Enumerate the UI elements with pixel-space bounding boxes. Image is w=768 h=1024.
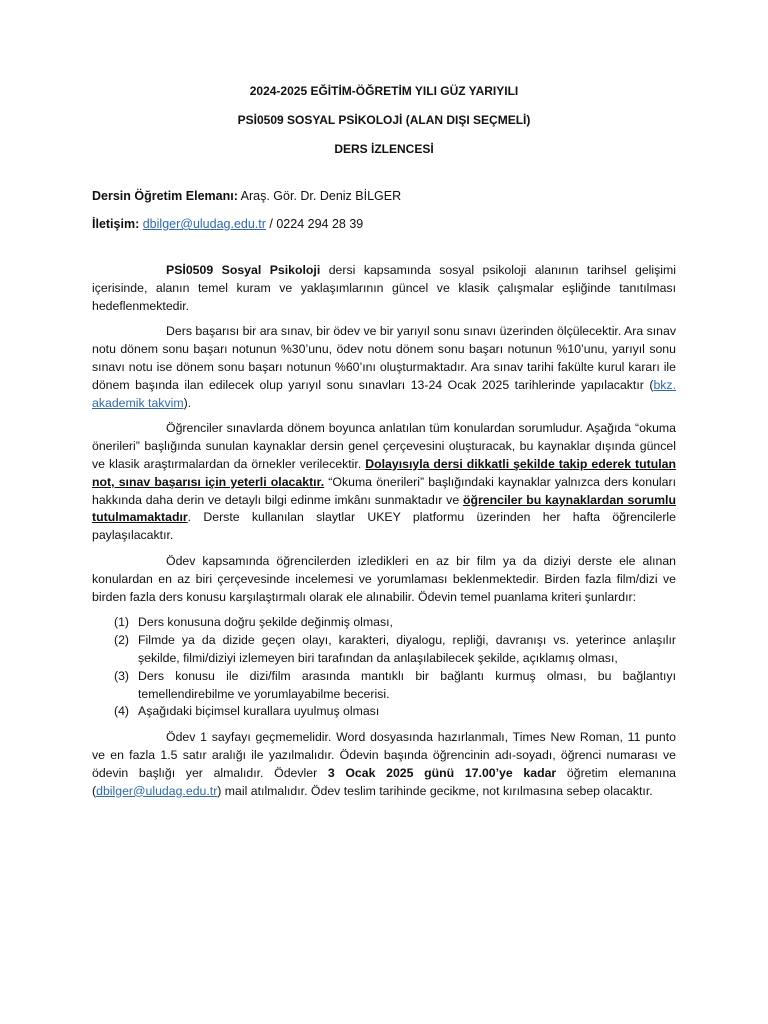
- course-title-heading: PSİ0509 SOSYAL PSİKOLOJİ (ALAN DIŞI SEÇMELİ): [237, 113, 531, 127]
- responsibility-text-3: . Derste kullanılan slaytlar UKEY platformu üzerinden her hafta öğrencilerle paylaşılacaktır.: [92, 510, 676, 543]
- academic-year-heading: 2024-2025 EĞİTİM-ÖĞRETİM YILI GÜZ YARIYILI: [249, 84, 519, 98]
- instructor-line: [92, 188, 676, 204]
- list-item-number: (3): [114, 668, 130, 683]
- academic-calendar-link[interactable]: bkz. akademik takvim: [92, 377, 676, 410]
- contact-email-link[interactable]: dbilger@uludag.edu.tr: [142, 217, 266, 231]
- course-description-paragraph: [92, 262, 676, 315]
- responsibility-bold-1: Dolayısıyla dersi dikkatli şekilde takip ederek tutulan not, sınav başarısı için yeterli olacaktır.: [92, 456, 676, 489]
- list-item: [92, 632, 676, 668]
- syllabus-heading: DERS İZLENCESİ: [334, 142, 434, 156]
- contact-label: İletişim:: [92, 217, 140, 231]
- responsibility-text-2: “Okuma önerileri” başlığındaki kaynaklar yalnızca ders konuları hakkında daha derin ve detaylı bilgi edinme imkânı sunmaktadır ve: [92, 474, 676, 507]
- submission-email-link[interactable]: dbilger@uludag.edu.tr: [96, 783, 218, 798]
- format-text-1: Ödev 1 sayfayı geçmemelidir. Word dosyasında hazırlanmalı, Times New Roman, 11 punto ve en fazla 1.5 satır aralığı ile yazılmalıdır. Ödevin başında öğrencinin adı-soyadı, öğrenci numarası ve ödevin başlığı yer almalıdır. Ödevler: [92, 730, 676, 780]
- instructor-label: Dersin Öğretim Elemanı:: [92, 189, 238, 203]
- grading-paragraph: [92, 323, 676, 412]
- list-item-number: (4): [114, 704, 130, 719]
- list-item: [92, 703, 676, 721]
- format-rules-paragraph: [92, 729, 676, 800]
- criteria-list: [92, 614, 676, 721]
- format-text-3: ) mail atılmalıdır. Ödev teslim tarihinde gecikme, not kırılmasına sebep olacaktır.: [217, 783, 653, 798]
- list-item-text: Filmde ya da dizide geçen olayı, karakteri, diyalogu, repliği, davranışı vs. yeterince anlaşılır şekilde, filmi/diziyi izlemeyen biri tarafından da anlaşılabilecek şekilde, açıklamış olması,: [138, 633, 676, 665]
- assignment-paragraph: Ödev kapsamında öğrencilerden izledikleri en az bir film ya da diziyi derste ele alınan konulardan en az biri çerçevesinde incelemesi ve yorumlaması beklenmektedir. Birden fazla film/dizi ve birden fazla ders konusu karşılaştırmalı olarak ele alınabilir. Ödevin temel puanlama kriteri şunlardır:: [92, 553, 676, 604]
- instructor-name: Araş. Gör. Dr. Deniz BİLGER: [237, 189, 402, 203]
- deadline-bold: 3 Ocak 2025 günü 17.00’ye kadar: [327, 765, 557, 780]
- course-code-bold: PSİ0509 Sosyal Psikoloji: [166, 263, 321, 277]
- contact-phone: / 0224 294 28 39: [265, 217, 364, 231]
- list-item-text: Aşağıdaki biçimsel kurallara uyulmuş olması: [138, 704, 380, 719]
- list-item-text: Ders konusuna doğru şekilde değinmiş olması,: [138, 615, 393, 630]
- list-item-number: (2): [114, 633, 130, 648]
- grading-text: Ders başarısı bir ara sınav, bir ödev ve bir yarıyıl sonu sınavı üzerinden ölçülecektir. Ara sınav notu dönem sonu başarı notunun %30’unu, ödev notu dönem sonu başarı notunun %10’unu, yarıyıl sonu sınavı notu ise dönem sonu başarı notunun %60’ını oluşturmaktadır. Ara sınav tarihi fakülte kurul kararı ile dönem başında ilan edilecek olup yarıyıl sonu sınavları 13-24 Ocak 2025 tarihlerinde yapılacaktır (: [92, 324, 676, 392]
- contact-line: [92, 216, 676, 232]
- syllabus-page: [92, 84, 676, 800]
- responsibility-bold-2: öğrenciler bu kaynaklardan sorumlu tutulmamaktadır: [92, 492, 676, 525]
- responsibility-text-1: Öğrenciler sınavlarda dönem boyunca anlatılan tüm konulardan sorumludur. Aşağıda “okuma önerileri” başlığında sunulan kaynaklar dersin genel çerçevesini oluşturacak, bu kaynaklar dışında güncel ve klasik araştırmalardan da örnekler verilecektir.: [92, 421, 676, 471]
- list-item: [92, 614, 676, 632]
- grading-end: ).: [183, 395, 192, 410]
- responsibility-paragraph: [92, 420, 676, 545]
- format-text-2: öğretim elemanına (: [92, 765, 677, 798]
- list-item-number: (1): [114, 615, 130, 630]
- list-item: [92, 668, 676, 704]
- course-description-text: dersi kapsamında sosyal psikoloji alanının tarihsel gelişimi içerisinde, alanın temel kuram ve yaklaşımlarının güncel ve klasik çalışmalar eşliğinde tanıtılması hedeflenmektedir.: [92, 263, 676, 313]
- list-item-text: Ders konusu ile dizi/film arasında mantıklı bir bağlantı kurmuş olması, bu bağlantıyı temellendirebilme ve yorumlayabilme becerisi.: [138, 668, 676, 701]
